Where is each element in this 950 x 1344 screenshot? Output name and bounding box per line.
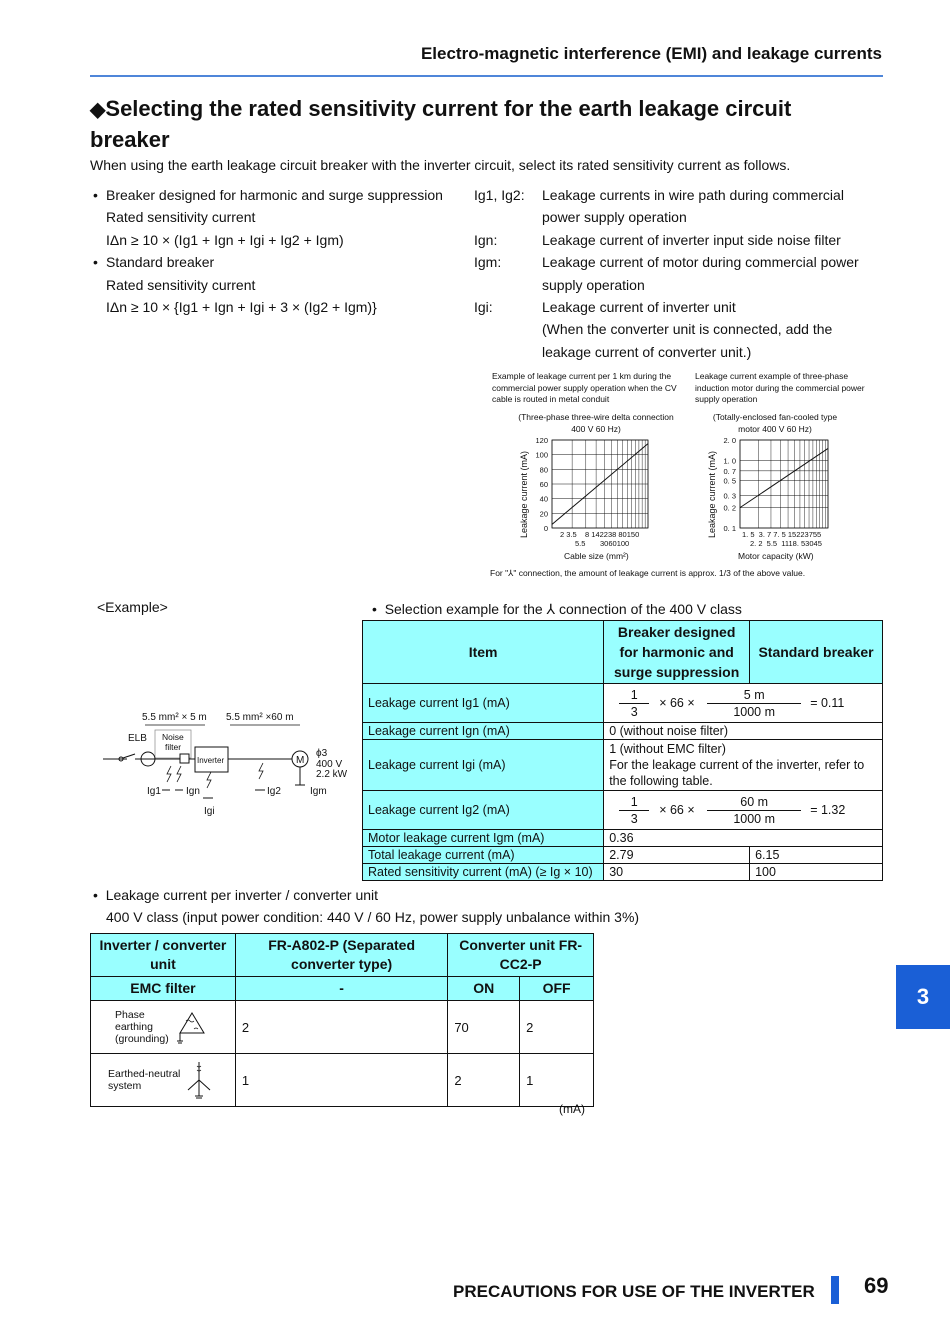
frac-num: 60 m xyxy=(740,794,769,809)
rated-standard: 100 xyxy=(750,864,883,881)
leakage-arrow-icon xyxy=(167,766,171,782)
formula-result: = 0.11 xyxy=(810,696,845,710)
header-converter: Converter unit FR-CC2-P xyxy=(448,934,594,977)
row-label: Earthed-neutral system xyxy=(108,1068,181,1092)
header-off: OFF xyxy=(520,977,594,1001)
motor-label: M xyxy=(296,755,305,766)
y-tick-label: 0 xyxy=(543,524,548,533)
header-item: Item xyxy=(363,621,604,684)
formula-mid: × 66 × xyxy=(659,696,695,710)
frac-num: 1 xyxy=(630,794,638,809)
row-label: Leakage current Ig2 (mA) xyxy=(363,791,604,830)
delta-connection-icon xyxy=(177,1009,207,1045)
list-item-text: Rated sensitivity current xyxy=(106,209,256,226)
definition-value: supply operation xyxy=(542,276,645,293)
rated-harmonic: 30 xyxy=(604,864,750,881)
elb-label: ELB xyxy=(128,733,147,744)
total-standard: 6.15 xyxy=(750,847,883,864)
chart-2-xlabel: Motor capacity (kW) xyxy=(738,551,814,561)
table-row xyxy=(363,864,883,881)
footer-bar xyxy=(831,1276,839,1304)
cable2-label: 5.5 mm² ×60 m xyxy=(226,712,294,723)
list-item-text: IΔn ≥ 10 × (Ig1 + Ign + Igi + Ig2 + Igm) xyxy=(106,231,344,248)
chart-1-ylabel: Leakage current (mA) xyxy=(519,450,529,538)
leakage-arrow-icon xyxy=(207,772,211,788)
table-header-row xyxy=(91,934,594,977)
chart-1-xticks-row2: 5.5 3060100 xyxy=(575,539,630,548)
definition-key: Igi: xyxy=(474,299,493,316)
cell-off: 1 xyxy=(520,1054,594,1107)
y-tick-label: 0. 7 xyxy=(723,466,736,476)
y-tick-label: 0. 2 xyxy=(723,503,736,513)
row-label: Motor leakage current Igm (mA) xyxy=(363,830,604,847)
table-row xyxy=(363,847,883,864)
chart-2-subtitle: (Totally-enclosed fan-cooled type motor 400 V 60 Hz) xyxy=(712,412,838,434)
bullet: • xyxy=(372,601,377,617)
diamond-icon: ◆ xyxy=(90,99,106,121)
selection-table xyxy=(362,620,883,881)
chart-2-y-ticks xyxy=(723,436,736,533)
header-harmonic-breaker: Breaker designed for harmonic and surge suppression xyxy=(604,621,750,684)
graph-note: For "⅄" connection, the amount of leakage current is approx. 1/3 of the above value. xyxy=(490,568,806,578)
wye-connection-icon xyxy=(184,1058,214,1102)
list-item-text: IΔn ≥ 10 × {Ig1 + Ign + Igi + 3 × (Ig2 + Igm)} xyxy=(106,299,377,316)
leak-note-text: Leakage current per inverter / converter unit xyxy=(105,887,379,903)
definition-value: Leakage current of inverter input side noise filter xyxy=(542,231,841,248)
breaker-formula-list xyxy=(93,184,463,318)
total-harmonic: 2.79 xyxy=(604,847,750,864)
inverter-label: Inverter xyxy=(197,756,225,765)
definition-value: power supply operation xyxy=(542,209,687,226)
definition-row xyxy=(474,206,884,228)
definition-row xyxy=(474,229,884,251)
y-tick-label: 2. 0 xyxy=(723,436,736,445)
list-item-text: Breaker designed for harmonic and surge suppression xyxy=(106,187,443,203)
igi-line-1: 1 (without EMC filter) xyxy=(609,742,726,756)
chart-2-ylabel: Leakage current (mA) xyxy=(707,450,717,538)
y-tick-label: 1. 0 xyxy=(723,456,736,466)
selection-example-label xyxy=(372,601,742,618)
formula-result: = 1.32 xyxy=(810,803,846,817)
formula-cell xyxy=(604,791,883,830)
y-tick-label: 100 xyxy=(535,450,548,460)
leakage-graphs xyxy=(480,370,880,585)
cell-a802: 2 xyxy=(235,1001,447,1054)
list-item xyxy=(93,184,463,206)
definition-row xyxy=(474,341,884,363)
chart-1-xlabel: Cable size (mm²) xyxy=(564,551,629,561)
table-header-row xyxy=(91,977,594,1001)
ign-label: Ign xyxy=(186,786,200,797)
list-item xyxy=(93,296,463,318)
row-label: Leakage current Ign (mA) xyxy=(363,723,604,740)
leakage-arrow-icon xyxy=(259,763,263,779)
intro-text: When using the earth leakage circuit breaker with the inverter circuit, select its rated sensitivity current as follows. xyxy=(90,157,791,173)
definition-value: leakage current of converter unit.) xyxy=(542,343,752,360)
row-label: Leakage current Ig1 (mA) xyxy=(363,684,604,723)
bullet: • xyxy=(93,187,98,203)
definition-key xyxy=(474,274,542,296)
header-rule xyxy=(90,75,883,77)
row-label: Rated sensitivity current (mA) (≥ Ig × 10) xyxy=(363,864,604,881)
leakage-arrow-icon xyxy=(177,766,181,782)
y-tick-label: 20 xyxy=(539,509,548,519)
motor-spec-voltage: 400 V xyxy=(316,759,343,770)
cable1-label: 5.5 mm² × 5 m xyxy=(142,712,207,723)
noise-label-1: Noise xyxy=(162,732,184,742)
igm-label: Igm xyxy=(310,786,327,797)
chart-1-title xyxy=(492,371,687,411)
row-value: 0 (without noise filter) xyxy=(604,723,883,740)
header-on: ON xyxy=(448,977,520,1001)
cell-a802: 1 xyxy=(235,1054,447,1107)
frac-num: 5 m xyxy=(743,687,765,702)
y-tick-label: 0. 3 xyxy=(723,491,736,501)
formula-mid: × 66 × xyxy=(659,803,695,817)
ig2-label: Ig2 xyxy=(267,786,281,797)
chart-1-subtitle: (Three-phase three-wire delta connection 400 V 60 Hz) xyxy=(518,412,674,434)
table-row xyxy=(91,1054,594,1107)
igi-line-2: For the leakage current of the inverter, refer to the following table. xyxy=(609,758,865,788)
ig1-label: Ig1 xyxy=(147,786,161,797)
list-item xyxy=(93,206,463,228)
definition-value: Leakage currents in wire path during commercial xyxy=(542,187,844,203)
list-item xyxy=(93,229,463,251)
row-label: Leakage current Igi (mA) xyxy=(363,740,604,791)
table-row xyxy=(363,723,883,740)
frac-den: 3 xyxy=(630,704,638,719)
definition-value: Leakage current of inverter unit xyxy=(542,299,736,316)
chart-2-xticks-row1: 1. 5 3. 7 7. 5 15223755 xyxy=(742,530,822,539)
header-emc: EMC filter xyxy=(91,977,236,1001)
chart-2-xticks-row2: 2. 2 5.5 1118. 53045 xyxy=(750,539,822,548)
circuit-diagram xyxy=(95,700,360,825)
page-number: 69 xyxy=(864,1273,889,1298)
section-title-text: Selecting the rated sensitivity current for the earth leakage circuit breaker xyxy=(90,96,792,152)
chart-2-grid xyxy=(740,440,828,528)
table-row xyxy=(363,684,883,723)
frac-num: 1 xyxy=(630,687,638,702)
noise-label-2: filter xyxy=(165,742,182,752)
table-row xyxy=(363,740,883,791)
bullet: • xyxy=(93,887,98,903)
motor-spec-power: 2.2 kW xyxy=(316,769,348,780)
example-label: <Example> xyxy=(97,599,168,615)
motor-spec-phase: ϕ3 xyxy=(316,748,328,759)
y-tick-label: 80 xyxy=(539,465,548,475)
y-tick-label: 0. 1 xyxy=(723,524,736,533)
definition-key xyxy=(474,341,542,363)
y-tick-label: 120 xyxy=(535,436,548,445)
leak-note-line-1 xyxy=(93,887,378,903)
table-row xyxy=(363,791,883,830)
frac-den: 3 xyxy=(630,811,638,826)
leak-note-line-2: 400 V class (input power condition: 440 V / 60 Hz, power supply unbalance within 3%) xyxy=(106,909,640,925)
definition-value: Leakage current of motor during commercial power xyxy=(542,254,859,271)
igi-label: Igi xyxy=(204,806,215,817)
selection-example-text: Selection example for the ⅄ connection of the 400 V class xyxy=(384,601,742,617)
definition-row xyxy=(474,318,884,340)
chart-2-series-line xyxy=(740,448,828,507)
row-value: 0.36 xyxy=(604,830,883,847)
definition-row xyxy=(474,251,884,273)
definition-row xyxy=(474,274,884,296)
definition-key xyxy=(474,206,542,228)
list-item-text: Standard breaker xyxy=(106,254,215,271)
section-title xyxy=(90,94,860,154)
row-value xyxy=(604,740,883,791)
y-tick-label: 40 xyxy=(539,494,548,504)
row-label-cell xyxy=(91,1001,236,1054)
row-label: Phase earthing (grounding) xyxy=(115,1009,169,1045)
header-standard-breaker: Standard breaker xyxy=(750,621,883,684)
leakage-table xyxy=(90,933,594,1107)
chart-1-title-text: Example of leakage current per 1 km during the commercial power supply operation when the CV cable is routed in metal conduit xyxy=(492,371,677,404)
list-item-text: Rated sensitivity current xyxy=(106,276,256,293)
cell-on: 2 xyxy=(448,1054,520,1107)
y-tick-label: 60 xyxy=(539,480,548,489)
chapter-tab[interactable]: 3 xyxy=(896,965,950,1029)
definition-key xyxy=(474,318,542,340)
definition-key: Ig1, Ig2: xyxy=(474,187,525,203)
header-unit: Inverter / converter unit xyxy=(91,934,236,977)
noise-filter-icon xyxy=(180,754,189,763)
chart-2-title: Leakage current example of three-phase induction motor during the commercial power supply operation xyxy=(695,371,865,404)
definition-value: (When the converter unit is connected, add the xyxy=(542,321,833,338)
header-fr-a802: FR-A802-P (Separated converter type) xyxy=(235,934,447,977)
frac-den: 1000 m xyxy=(733,811,776,826)
footer-title: PRECAUTIONS FOR USE OF THE INVERTER xyxy=(453,1282,815,1301)
list-item xyxy=(93,251,463,273)
definition-key: Igm: xyxy=(474,254,502,271)
row-label-cell xyxy=(91,1054,236,1107)
page-header-title: Electro-magnetic interference (EMI) and leakage currents xyxy=(420,44,882,63)
formula-cell xyxy=(604,684,883,723)
definition-key: Ign: xyxy=(474,231,498,248)
definition-row xyxy=(474,296,884,318)
frac-den: 1000 m xyxy=(733,704,776,719)
definition-list xyxy=(474,184,884,363)
cell-on: 70 xyxy=(448,1001,520,1054)
y-tick-label: 0. 5 xyxy=(723,476,736,486)
table-row xyxy=(91,1001,594,1054)
bullet: • xyxy=(93,254,98,271)
definition-row xyxy=(474,184,884,206)
chart-1-y-ticks xyxy=(535,436,548,533)
table-row xyxy=(363,830,883,847)
list-item xyxy=(93,274,463,296)
table-unit: (mA) xyxy=(559,1102,585,1116)
row-label: Total leakage current (mA) xyxy=(363,847,604,864)
chart-1-xticks-row1: 2 3.5 8 142238 80150 xyxy=(560,530,640,539)
table-header-row xyxy=(363,621,883,684)
header-dash: - xyxy=(235,977,447,1001)
cell-off: 2 xyxy=(520,1001,594,1054)
